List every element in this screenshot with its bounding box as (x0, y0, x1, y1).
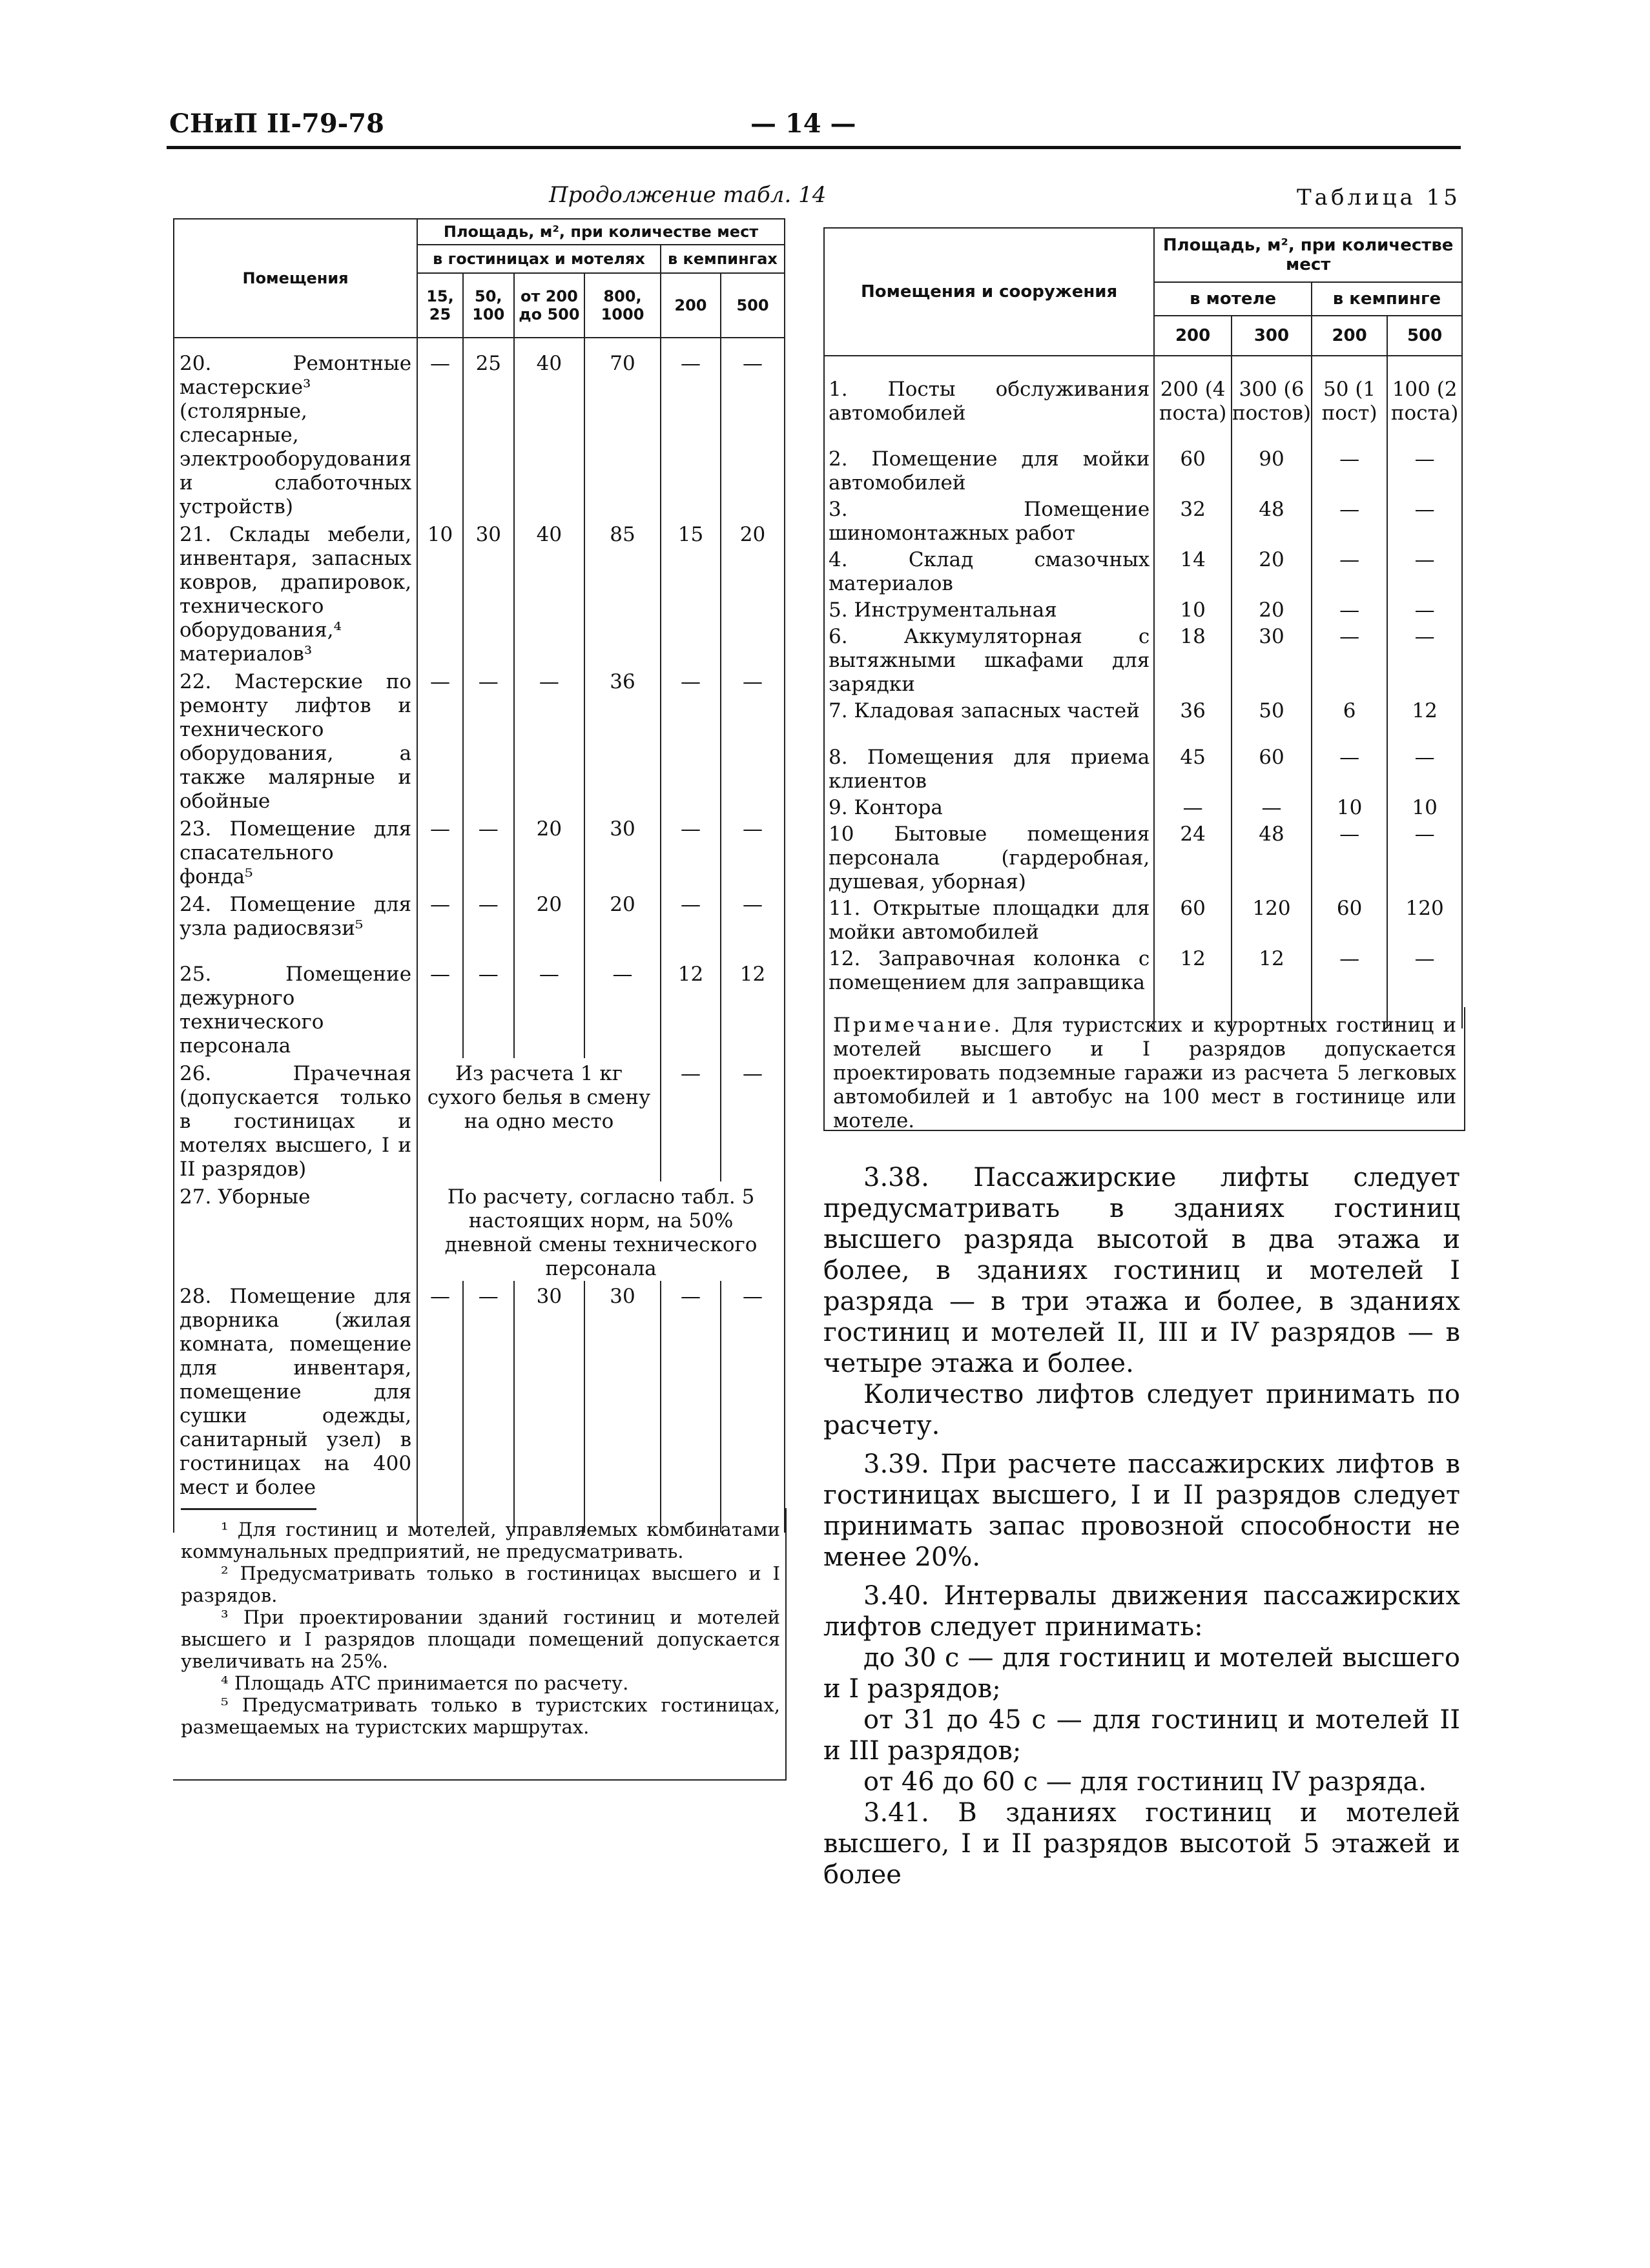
row-name: 4. Склад смазочных материалов (824, 546, 1154, 596)
cell: 12 (661, 959, 721, 1058)
motel-subheader: в мотеле (1154, 282, 1312, 316)
cell: — (1387, 495, 1462, 546)
table-14 (173, 218, 785, 1533)
cell: — (514, 666, 584, 813)
cell: — (463, 1281, 514, 1533)
col-header: 800, 1000 (584, 273, 661, 338)
cell: 32 (1154, 495, 1232, 546)
table-row (174, 1058, 785, 1181)
table-row (174, 348, 785, 519)
header-rule (167, 146, 1461, 149)
table-row (824, 596, 1462, 622)
footnote: ⁴ Площадь АТС принимается по расчету. (221, 1672, 629, 1694)
table-row (824, 793, 1462, 820)
body-text (823, 1162, 1460, 1890)
cell: 20 (721, 519, 785, 666)
cell: 48 (1232, 820, 1312, 894)
cell: 20 (514, 813, 584, 889)
note-text: Для туристских и курортных гостиниц и мотелей высшего и I разрядов допускается проектировать подземные гаражи из расчета 5 легковых автомобилей и 1 автобус на 100 мест в гостинице или мотеле. (833, 1014, 1456, 1132)
footnote: ⁵ Предусматривать только в туристских гостиницах, размещаемых на туристских маршрутах. (181, 1694, 780, 1738)
cell: 12 (1154, 945, 1232, 1028)
cell: — (1312, 820, 1387, 894)
cell: 10 (417, 519, 463, 666)
col-rooms-header: Помещения и сооружения (824, 228, 1154, 356)
camp-subheader: в кемпинге (1312, 282, 1462, 316)
table-row (174, 1181, 785, 1281)
paragraph: от 31 до 45 с — для гостиниц и мотелей II и III разрядов; (823, 1705, 1460, 1766)
cell: — (417, 1281, 463, 1533)
cell: 24 (1154, 820, 1232, 894)
cell: 200 (4 поста) (1154, 375, 1232, 445)
table15-note (833, 1014, 1456, 1133)
row-name: 2. Помещение для мойки автомобилей (824, 445, 1154, 495)
paragraph: 3.38. Пассажирские лифты следует предусматривать в зданиях гостиниц высшего разряда высотой в два этажа и более, в зданиях гостиниц и мотелей I разряда — в три этажа и более, в зданиях гостиниц и мотелей II, III и IV разрядов — в четыре этажа и более. (823, 1163, 1460, 1378)
cell: — (1312, 495, 1387, 546)
cell: 12 (1387, 697, 1462, 743)
cell: — (1312, 622, 1387, 697)
col-header: 200 (1154, 316, 1232, 356)
cell: 40 (514, 348, 584, 519)
document-code: СНиП II-79-78 (169, 108, 384, 139)
cell: 30 (463, 519, 514, 666)
footnote: ³ При проектировании зданий гостиниц и мотелей высшего и I разрядов площади помещений допускается увеличивать на 25%. (181, 1606, 780, 1672)
cell: 20 (514, 889, 584, 959)
footnote: ² Предусматривать только в гостиницах высшего и I разрядов. (181, 1562, 780, 1606)
row-name: 23. Помещение для спасательного фонда⁵ (174, 813, 417, 889)
row-name: 26. Прачечная (допускается только в гостиницах и мотелях высшего, I и II разрядов) (174, 1058, 417, 1181)
cell: 30 (1232, 622, 1312, 697)
cell: 60 (1154, 445, 1232, 495)
cell: — (417, 959, 463, 1058)
cell: — (661, 1281, 721, 1533)
cell: — (417, 889, 463, 959)
cell: 60 (1312, 894, 1387, 945)
cell: — (463, 666, 514, 813)
cell: — (661, 666, 721, 813)
col-header: 50, 100 (463, 273, 514, 338)
col-header: 200 (661, 273, 721, 338)
footnote-rule (181, 1508, 316, 1510)
paragraph: 3.40. Интервалы движения пассажирских лифтов следует принимать: (823, 1581, 1460, 1642)
cell: — (1312, 546, 1387, 596)
area-group-header: Площадь, м², при количестве мест (417, 219, 785, 245)
table-row (824, 495, 1462, 546)
table-row (824, 375, 1462, 445)
table-row (174, 666, 785, 813)
cell: — (661, 1058, 721, 1181)
cell: 120 (1387, 894, 1462, 945)
col-header: 500 (721, 273, 785, 338)
col-header: 15, 25 (417, 273, 463, 338)
note-label: Примечание. (833, 1014, 1003, 1037)
cell: 120 (1232, 894, 1312, 945)
row-name: 27. Уборные (174, 1181, 417, 1281)
row-name: 20. Ремонтные мастерские³ (столярные, слесарные, электрооборудования и слаботочных устройств) (174, 348, 417, 519)
table-row (174, 1281, 785, 1533)
area-group-header: Площадь, м², при количестве мест (1154, 228, 1462, 282)
cell: — (463, 889, 514, 959)
merged-cell: По расчету, согласно табл. 5 настоящих норм, на 50% дневной смены технического персонала (417, 1181, 785, 1281)
row-name: 5. Инструментальная (824, 596, 1154, 622)
cell: — (1387, 596, 1462, 622)
row-name: 7. Кладовая запасных частей (824, 697, 1154, 743)
table-row (174, 959, 785, 1058)
cell: 50 (1 пост) (1312, 375, 1387, 445)
cell: — (721, 348, 785, 519)
col-header: 300 (1232, 316, 1312, 356)
row-name: 1. Посты обслуживания автомобилей (824, 375, 1154, 445)
cell: — (1312, 596, 1387, 622)
cell: — (1387, 546, 1462, 596)
cell: 100 (2 поста) (1387, 375, 1462, 445)
table-row (824, 546, 1462, 596)
row-name: 11. Открытые площадки для мойки автомобилей (824, 894, 1154, 945)
table-15 (823, 227, 1463, 1028)
row-name: 12. Заправочная колонка с помещением для заправщика (824, 945, 1154, 1028)
cell: 85 (584, 519, 661, 666)
cell: — (417, 348, 463, 519)
cell: — (1387, 622, 1462, 697)
cell: — (1387, 743, 1462, 793)
table-row (824, 697, 1462, 743)
cell: 36 (1154, 697, 1232, 743)
cell: 12 (1232, 945, 1312, 1028)
row-name: 10 Бытовые помещения персонала (гардеробная, душевая, уборная) (824, 820, 1154, 894)
footnotes (181, 1518, 780, 1738)
cell: — (661, 813, 721, 889)
cell: — (721, 1281, 785, 1533)
cell: 90 (1232, 445, 1312, 495)
cell: — (1154, 793, 1232, 820)
cell: — (721, 1058, 785, 1181)
cell: 60 (1154, 894, 1232, 945)
footnote: ¹ Для гостиниц и мотелей, управляемых комбинатами коммунальных предприятий, не предусматривать. (181, 1518, 780, 1562)
col-header: 200 (1312, 316, 1387, 356)
row-name: 6. Аккумуляторная с вытяжными шкафами для зарядки (824, 622, 1154, 697)
camps-subheader: в кемпингах (661, 245, 785, 273)
cell: — (721, 889, 785, 959)
row-name: 21. Склады мебели, инвентаря, запасных ковров, драпировок, технического оборудования,⁴ материалов³ (174, 519, 417, 666)
cell: 25 (463, 348, 514, 519)
cell: 45 (1154, 743, 1232, 793)
paragraph: 3.39. При расчете пассажирских лифтов в гостиницах высшего, I и II разрядов следует принимать запас провозной способности не менее 20%. (823, 1449, 1460, 1572)
cell: — (1232, 793, 1312, 820)
cell: — (1312, 743, 1387, 793)
cell: 30 (514, 1281, 584, 1533)
paragraph: 3.41. В зданиях гостиниц и мотелей высшего, I и II разрядов высотой 5 этажей и более (823, 1798, 1460, 1890)
page-header (169, 108, 1461, 151)
cell: 48 (1232, 495, 1312, 546)
cell: — (661, 889, 721, 959)
cell: 20 (1232, 546, 1312, 596)
row-name: 8. Помещения для приема клиентов (824, 743, 1154, 793)
row-name: 28. Помещение для дворника (жилая комната, помещение для инвентаря, помещение для сушки одежды, санитарный узел) в гостиницах на 400 мест и более (174, 1281, 417, 1533)
col-rooms-header: Помещения (174, 219, 417, 338)
table-row (824, 820, 1462, 894)
cell: 60 (1232, 743, 1312, 793)
paragraph: Количество лифтов следует принимать по расчету. (823, 1380, 1460, 1440)
cell: — (417, 813, 463, 889)
row-name: 25. Помещение дежурного технического персонала (174, 959, 417, 1058)
cell: 70 (584, 348, 661, 519)
table-row (824, 894, 1462, 945)
cell: — (417, 666, 463, 813)
merged-cell: Из расчета 1 кг сухого белья в смену на одно место (417, 1058, 661, 1181)
cell: 12 (721, 959, 785, 1058)
cell: — (661, 348, 721, 519)
cell: — (1387, 445, 1462, 495)
table15-caption: Таблица 15 (1297, 185, 1461, 210)
cell: — (514, 959, 584, 1058)
table-row (824, 445, 1462, 495)
cell: 50 (1232, 697, 1312, 743)
cell: 40 (514, 519, 584, 666)
cell: 30 (584, 1281, 661, 1533)
cell: 20 (584, 889, 661, 959)
hotels-subheader: в гостиницах и мотелях (417, 245, 661, 273)
cell: 300 (6 постов) (1232, 375, 1312, 445)
cell: 10 (1154, 596, 1232, 622)
cell: — (584, 959, 661, 1058)
cell: 10 (1312, 793, 1387, 820)
table-row (824, 622, 1462, 697)
cell: 36 (584, 666, 661, 813)
table-row (824, 743, 1462, 793)
cell: — (721, 666, 785, 813)
table-row (174, 519, 785, 666)
cell: 15 (661, 519, 721, 666)
paragraph: от 46 до 60 с — для гостиниц IV разряда. (863, 1767, 1427, 1797)
row-name: 3. Помещение шиномонтажных работ (824, 495, 1154, 546)
row-name: 24. Помещение для узла радиосвязи⁵ (174, 889, 417, 959)
table-row (174, 889, 785, 959)
cell: — (1387, 820, 1462, 894)
cell: 6 (1312, 697, 1387, 743)
cell: — (1312, 445, 1387, 495)
cell: — (463, 813, 514, 889)
cell: 18 (1154, 622, 1232, 697)
cell: — (1387, 945, 1462, 1028)
row-name: 22. Мастерские по ремонту лифтов и технического оборудования, а также малярные и обойные (174, 666, 417, 813)
page-number: — 14 — (750, 108, 856, 139)
cell: 20 (1232, 596, 1312, 622)
cell: — (1312, 945, 1387, 1028)
cell: 14 (1154, 546, 1232, 596)
col-header: 500 (1387, 316, 1462, 356)
cell: 30 (584, 813, 661, 889)
cell: 10 (1387, 793, 1462, 820)
cell: — (463, 959, 514, 1058)
col-header: от 200 до 500 (514, 273, 584, 338)
row-name: 9. Контора (824, 793, 1154, 820)
table14-caption: Продолжение табл. 14 (549, 182, 827, 208)
cell: — (721, 813, 785, 889)
table-row (174, 813, 785, 889)
paragraph: до 30 с — для гостиниц и мотелей высшего и I разрядов; (823, 1643, 1460, 1704)
